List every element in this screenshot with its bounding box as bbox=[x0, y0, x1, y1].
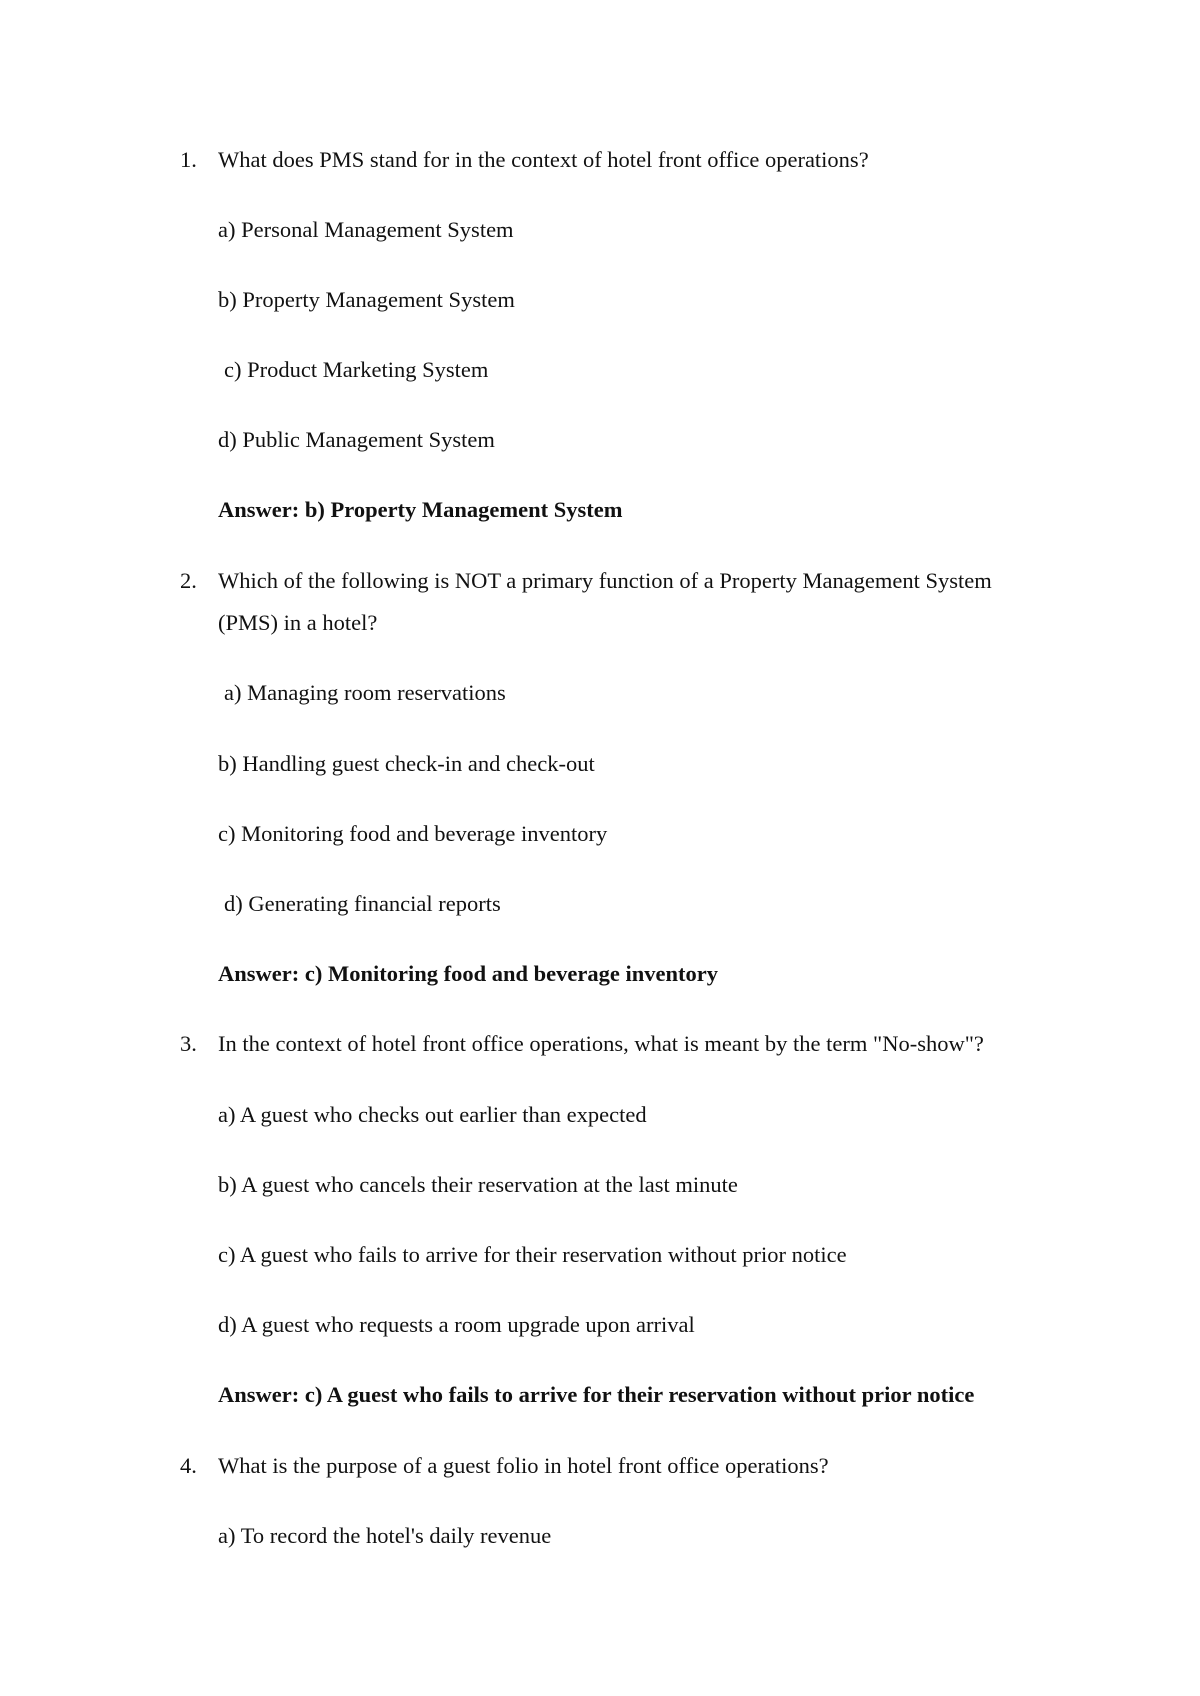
answer-text: Answer: b) Property Management System bbox=[218, 497, 623, 522]
answer-text: Answer: c) A guest who fails to arrive for their reservation without prior notice bbox=[218, 1382, 975, 1407]
question-number: 2. bbox=[180, 568, 197, 593]
option-a: a) To record the hotel's daily revenue bbox=[218, 1523, 552, 1548]
option-a: a) A guest who checks out earlier than expected bbox=[218, 1102, 647, 1127]
option-c: c) Monitoring food and beverage inventory bbox=[218, 821, 608, 846]
question-text: Which of the following is NOT a primary function of a Property Management System bbox=[218, 568, 992, 593]
question-number: 1. bbox=[180, 147, 197, 172]
question-number: 4. bbox=[180, 1453, 197, 1478]
option-c: c) A guest who fails to arrive for their reservation without prior notice bbox=[218, 1242, 847, 1267]
question-text: What does PMS stand for in the context of hotel front office operations? bbox=[218, 147, 869, 172]
question-text: In the context of hotel front office operations, what is meant by the term "No-show"? bbox=[218, 1031, 984, 1056]
question-text: What is the purpose of a guest folio in hotel front office operations? bbox=[218, 1453, 829, 1478]
option-d: d) A guest who requests a room upgrade upon arrival bbox=[218, 1312, 695, 1337]
option-b: b) Property Management System bbox=[218, 287, 515, 312]
option-a: a) Personal Management System bbox=[218, 217, 514, 242]
question-text-continued: (PMS) in a hotel? bbox=[218, 610, 378, 635]
option-b: b) A guest who cancels their reservation at the last minute bbox=[218, 1172, 738, 1197]
option-d: d) Generating financial reports bbox=[224, 891, 501, 916]
option-d: d) Public Management System bbox=[218, 427, 495, 452]
option-b: b) Handling guest check-in and check-out bbox=[218, 751, 595, 776]
option-c: c) Product Marketing System bbox=[224, 357, 489, 382]
answer-text: Answer: c) Monitoring food and beverage inventory bbox=[218, 961, 718, 986]
option-a: a) Managing room reservations bbox=[224, 680, 506, 705]
question-number: 3. bbox=[180, 1031, 197, 1056]
